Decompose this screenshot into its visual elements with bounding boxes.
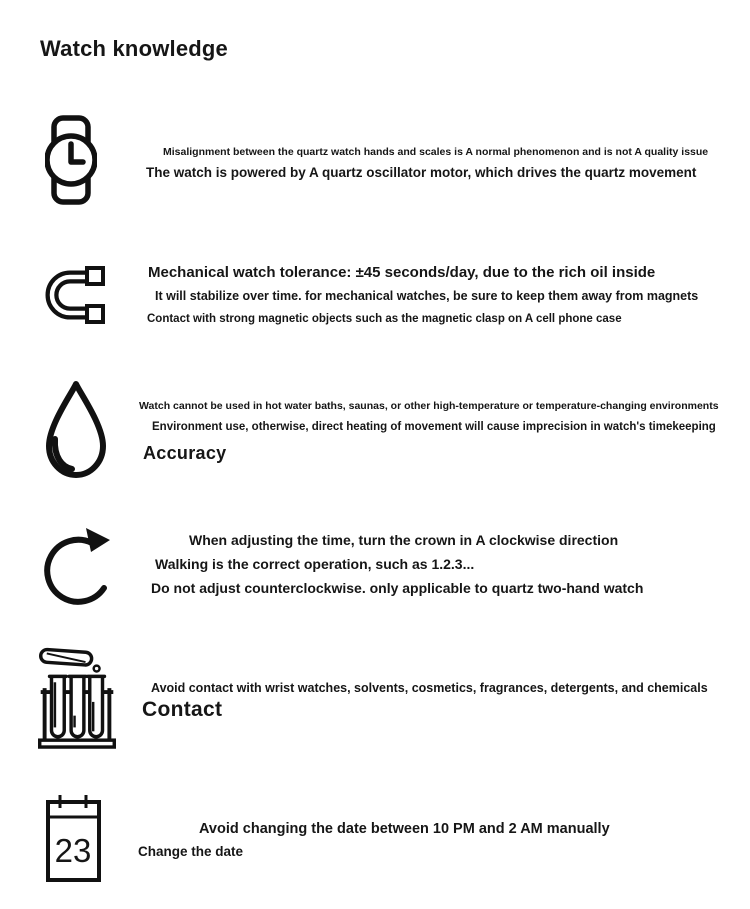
- clockwise-arrow-icon: [42, 525, 118, 609]
- crown-sub-line: Walking is the correct operation, such as 1.2.3...: [155, 556, 475, 572]
- page-title: Watch knowledge: [40, 36, 228, 61]
- quartz-main-line: The watch is powered by A quartz oscillator motor, which drives the quartz movement: [146, 165, 697, 180]
- chemical-note-line: Avoid contact with wrist watches, solvents, cosmetics, fragrances, detergents, and chemicals: [151, 681, 708, 695]
- crown-main-line: When adjusting the time, turn the crown in A clockwise direction: [189, 532, 619, 548]
- watch-icon: [45, 114, 97, 206]
- temperature-note-line: Watch cannot be used in hot water baths, saunas, or other high-temperature or temperature-changing environments: [139, 400, 719, 412]
- accuracy-heading: Accuracy: [143, 443, 227, 463]
- water-drop-icon: [40, 379, 112, 481]
- crown-warning-line: Do not adjust counterclockwise. only applicable to quartz two-hand watch: [151, 580, 644, 596]
- quartz-note-line: Misalignment between the quartz watch hands and scales is A normal phenomenon and is not A quality issue: [163, 146, 709, 158]
- magnet-main-line: Mechanical watch tolerance: ±45 seconds/day, due to the rich oil inside: [148, 264, 656, 281]
- calendar-icon: [45, 794, 103, 884]
- contact-heading: Contact: [142, 698, 223, 721]
- magnet-note-line: Contact with strong magnetic objects such as the magnetic clasp on A cell phone case: [147, 313, 622, 325]
- magnet-sub-line: It will stabilize over time. for mechanical watches, be sure to keep them away from magnets: [155, 289, 699, 303]
- temperature-sub-line: Environment use, otherwise, direct heating of movement will cause imprecision in watch's timekeeping: [152, 421, 716, 433]
- test-tubes-icon: [38, 645, 116, 749]
- magnet-icon: [42, 266, 108, 324]
- date-sub-line: Change the date: [138, 844, 244, 859]
- date-main-line: Avoid changing the date between 10 PM and 2 AM manually: [199, 821, 610, 837]
- calendar-day-number: 23: [54, 832, 92, 869]
